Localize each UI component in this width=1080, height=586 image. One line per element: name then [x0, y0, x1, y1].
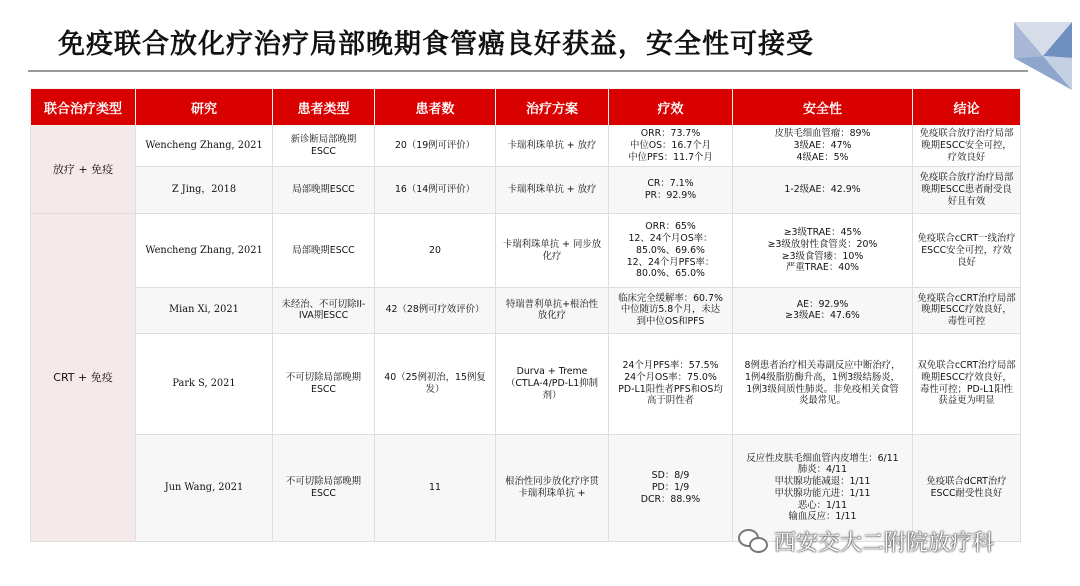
patient-type-cell: 新诊断局部晚期 ESCC	[273, 126, 375, 167]
table-header-row	[31, 89, 1021, 126]
study-cell: Wencheng Zhang, 2021	[136, 126, 273, 167]
patient-type-cell: 未经治、不可切除II- IVA期ESCC	[273, 288, 375, 334]
regimen-cell: 根治性同步放化疗序贯 卡瑞利珠单抗 +	[496, 434, 609, 541]
patient-type-cell: 局部晚期ESCC	[273, 166, 375, 214]
column-header: 联合治疗类型	[31, 89, 136, 126]
page-title: 免疫联合放化疗治疗局部晚期食管癌良好获益，安全性可接受	[58, 29, 814, 60]
table-row	[31, 288, 1021, 334]
safety-cell: 反应性皮肤毛细血管内皮增生：6/11 肺炎：4/11 甲状腺功能减退：1/11 甲状腺功能亢进：1/11 恶心：1/11 输血反应：1/11	[733, 434, 913, 541]
wechat-icon	[738, 529, 768, 553]
patient-count-cell: 40（25例初治，15例复 发）	[375, 333, 496, 434]
conclusion-cell: 免疫联合放疗治疗局部 晚期ESCC患者耐受良 好且有效	[913, 166, 1021, 214]
patient-count-cell: 20（19例可评价）	[375, 126, 496, 167]
efficacy-cell: ORR：65% 12、24个月OS率： 85.0%、69.6% 12、24个月PFS率： 80.0%、65.0%	[609, 214, 733, 288]
table-row	[31, 126, 1021, 167]
study-cell: Mian Xi, 2021	[136, 288, 273, 334]
safety-cell: ≥3级TRAE：45% ≥3级放射性食管炎：20% ≥3级食管瘘：10% 严重TRAE：40%	[733, 214, 913, 288]
column-header: 患者类型	[273, 89, 375, 126]
conclusion-cell: 免疫联合cCRT一线治疗 ESCC安全可控，疗效 良好	[913, 214, 1021, 288]
safety-cell: 皮肤毛细血管瘤：89% 3级AE：47% 4级AE：5%	[733, 126, 913, 167]
table-row	[31, 333, 1021, 434]
regimen-cell: Durva + Treme （CTLA-4/PD-L1抑制剂）	[496, 333, 609, 434]
safety-cell: 8例患者治疗相关毒副反应中断治疗， 1例4级脂肪酶升高，1例3级结肠炎， 1例3级间质性肺炎。非免疫相关食管 炎最常见。	[733, 333, 913, 434]
efficacy-cell: 临床完全缓解率：60.7% 中位随访5.8个月，未达 到中位OS和PFS	[609, 288, 733, 334]
column-header: 疗效	[609, 89, 733, 126]
table-row	[31, 166, 1021, 214]
patient-count-cell: 16（14例可评价）	[375, 166, 496, 214]
safety-cell: AE：92.9% ≥3级AE：47.6%	[733, 288, 913, 334]
column-header: 安全性	[733, 89, 913, 126]
watermark	[738, 526, 994, 556]
column-header: 治疗方案	[496, 89, 609, 126]
efficacy-cell: 24个月PFS率：57.5% 24个月OS率：75.0% PD-L1阳性者PFS和OS均 高于阴性者	[609, 333, 733, 434]
conclusion-cell: 免疫联合放疗治疗局部 晚期ESCC安全可控， 疗效良好	[913, 126, 1021, 167]
patient-type-cell: 局部晚期ESCC	[273, 214, 375, 288]
efficacy-cell: CR：7.1% PR：92.9%	[609, 166, 733, 214]
safety-cell: 1-2级AE：42.9%	[733, 166, 913, 214]
regimen-cell: 卡瑞利珠单抗 + 放疗	[496, 166, 609, 214]
conclusion-cell: 双免联合cCRT治疗局部 晚期ESCC疗效良好， 毒性可控；PD-L1阳性 获益更为明显	[913, 333, 1021, 434]
study-cell: Z Jing，2018	[136, 166, 273, 214]
therapy-type-cell: 放疗 + 免疫	[31, 126, 136, 214]
efficacy-cell: SD：8/9 PD：1/9 DCR：88.9%	[609, 434, 733, 541]
title-divider	[28, 70, 1028, 72]
column-header: 研究	[136, 89, 273, 126]
patient-count-cell: 20	[375, 214, 496, 288]
patient-type-cell: 不可切除局部晚期 ESCC	[273, 333, 375, 434]
study-cell: Park S, 2021	[136, 333, 273, 434]
regimen-cell: 卡瑞利珠单抗 + 同步放 化疗	[496, 214, 609, 288]
study-cell: Wencheng Zhang, 2021	[136, 214, 273, 288]
geometric-triangles-logo-icon	[1010, 18, 1076, 94]
column-header: 患者数	[375, 89, 496, 126]
watermark-text: 西安交大二附院放疗科	[774, 530, 995, 556]
study-cell: Jun Wang, 2021	[136, 434, 273, 541]
results-table	[30, 88, 1021, 542]
patient-count-cell: 11	[375, 434, 496, 541]
table-row	[31, 214, 1021, 288]
regimen-cell: 卡瑞利珠单抗 + 放疗	[496, 126, 609, 167]
column-header: 结论	[913, 89, 1021, 126]
conclusion-cell: 免疫联合cCRT治疗局部 晚期ESCC疗效良好， 毒性可控	[913, 288, 1021, 334]
patient-count-cell: 42（28例可疗效评价）	[375, 288, 496, 334]
therapy-type-cell: CRT + 免疫	[31, 214, 136, 542]
patient-type-cell: 不可切除局部晚期 ESCC	[273, 434, 375, 541]
regimen-cell: 特瑞普利单抗+根治性 放化疗	[496, 288, 609, 334]
efficacy-cell: ORR：73.7% 中位OS：16.7个月 中位PFS：11.7个月	[609, 126, 733, 167]
conclusion-cell: 免疫联合dCRT治疗 ESCC耐受性良好	[913, 434, 1021, 541]
